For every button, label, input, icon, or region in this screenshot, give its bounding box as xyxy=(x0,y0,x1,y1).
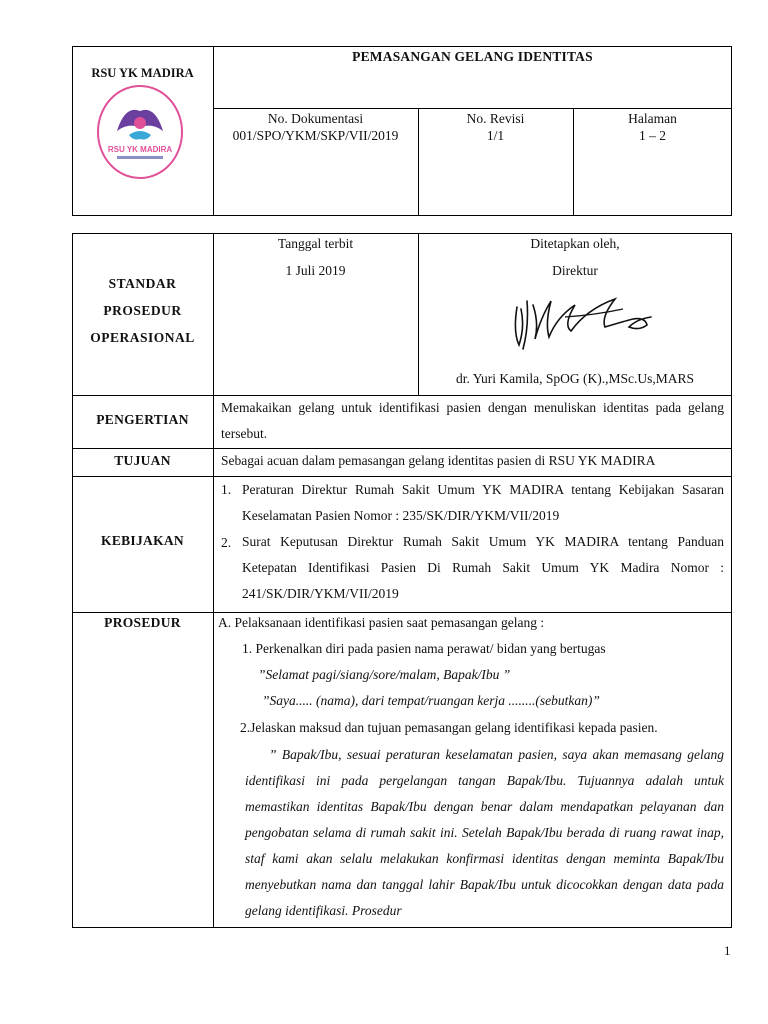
no-revisi-value: 1/1 xyxy=(486,128,505,143)
no-revisi-label: No. Revisi xyxy=(466,111,525,126)
pengertian-text: Memakaikan gelang untuk identifikasi pasien dengan menuliskan identitas pada gelang tersebut. xyxy=(221,400,724,441)
kebijakan-item-2: Surat Keputusan Direktur Rumah Sakit Umum YK MADIRA tentang Panduan Ketepatan Identifikasi Pasien Di Rumah Sakit Umum YK Madira Nomor : 241/SK/DIR/YKM/VII/2019 xyxy=(242,534,724,601)
hospital-logo xyxy=(95,83,185,186)
sop-label-3: OPERASIONAL xyxy=(90,330,195,345)
prosedur-step-1: 1. Perkenalkan diri pada pasien nama perawat/ bidan yang bertugas xyxy=(242,641,606,656)
doc-title: PEMASANGAN GELANG IDENTITAS xyxy=(352,49,593,64)
tujuan-label: TUJUAN xyxy=(114,453,171,468)
no-dok-value: 001/SPO/YKM/SKP/VII/2019 xyxy=(232,128,399,143)
logo-text: RSU YK MADIRA xyxy=(107,145,173,154)
tujuan-text: Sebagai acuan dalam pemasangan gelang identitas pasien di RSU YK MADIRA xyxy=(221,453,656,468)
prosedur-step-2: 2.Jelaskan maksud dan tujuan pemasangan gelang identifikasi kepada pasien. xyxy=(240,720,658,735)
sop-label-1: STANDAR xyxy=(108,276,177,291)
director-signature xyxy=(505,287,665,364)
kebijakan-num-1: 1. xyxy=(221,482,232,497)
prosedur-quote-2: ”Saya..... (nama), dari tempat/ruangan kerja ........(sebutkan)” xyxy=(262,693,600,708)
ditetapkan-label: Ditetapkan oleh, xyxy=(530,236,620,251)
halaman-value: 1 – 2 xyxy=(639,128,666,143)
halaman-label: Halaman xyxy=(628,111,677,126)
pengertian-label: PENGERTIAN xyxy=(96,412,189,427)
signatory-name: dr. Yuri Kamila, SpOG (K).,MSc.Us,MARS xyxy=(455,371,694,386)
prosedur-section-a: A. Pelaksanaan identifikasi pasien saat pemasangan gelang : xyxy=(218,615,545,630)
kebijakan-label: KEBIJAKAN xyxy=(101,533,184,548)
hospital-name: RSU YK MADIRA xyxy=(91,66,194,80)
tanggal-label: Tanggal terbit xyxy=(277,236,354,251)
kebijakan-item-1: Peraturan Direktur Rumah Sakit Umum YK MADIRA tentang Kebijakan Sasaran Keselamatan Pasien Nomor : 235/SK/DIR/YKM/VII/2019 xyxy=(242,482,724,523)
page-number: 1 xyxy=(724,943,731,958)
tanggal-value: 1 Juli 2019 xyxy=(285,263,346,278)
prosedur-quote-1: ”Selamat pagi/siang/sore/malam, Bapak/Ibu ” xyxy=(258,667,511,682)
kebijakan-num-2: 2. xyxy=(221,535,232,550)
jabatan: Direktur xyxy=(552,263,598,278)
prosedur-label: PROSEDUR xyxy=(104,615,181,630)
sop-label-2: PROSEDUR xyxy=(103,303,182,318)
prosedur-quote-3: ” Bapak/Ibu, sesuai peraturan keselamatan pasien, saya akan memasang gelang identifikasi ini pada pergelangan tangan Bapak/Ibu. Tujuannya adalah untuk memastikan identitas Bapak/Ibu dengan benar dalam mendapatkan pelayanan dan pengobatan selama di rumah sakit ini. Setelah Bapak/Ibu berada di ruang rawat inap, staf kami akan selalu melakukan konfirmasi identitas dengan meminta Bapak/Ibu menyebutkan nama dan tanggal lahir Bapak/Ibu untuk dicocokkan dengan data pada gelang identifikasi. Prosedur xyxy=(245,747,724,918)
no-dok-label: No. Dokumentasi xyxy=(267,111,364,126)
